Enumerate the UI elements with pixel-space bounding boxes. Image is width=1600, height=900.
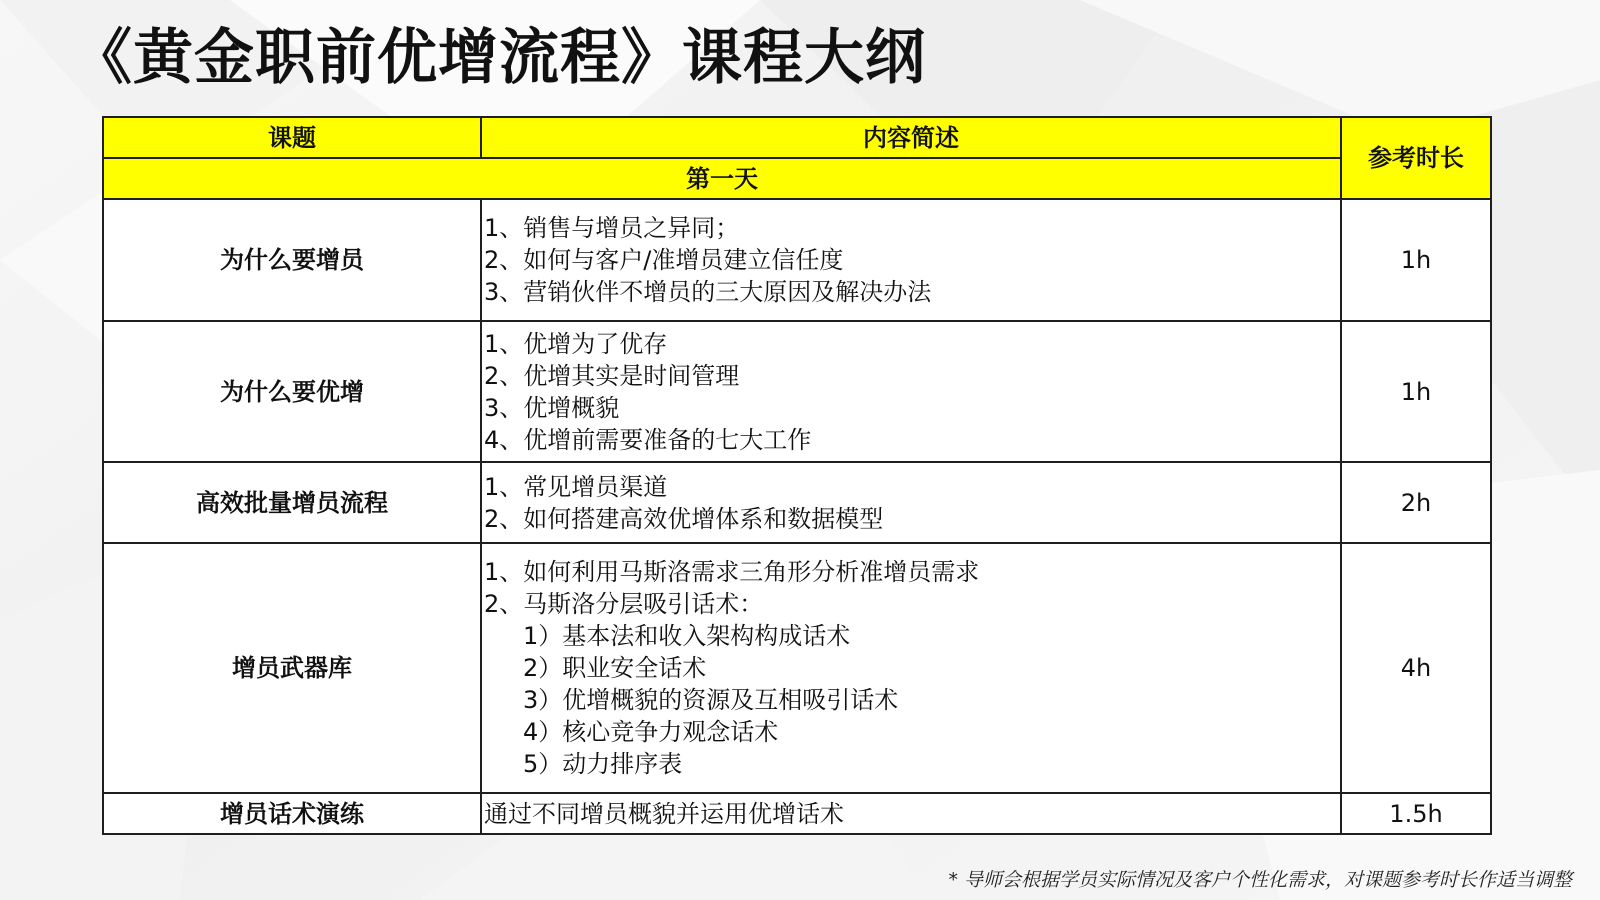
content-list — [484, 328, 1340, 456]
duration-cell: 2h — [1341, 462, 1491, 543]
content-item: 2、如何搭建高效优增体系和数据模型 — [484, 504, 884, 533]
content-item: 2、如何与客户/准增员建立信任度 — [484, 246, 844, 274]
content-list — [484, 556, 1340, 780]
content-item: 1、销售与增员之异同； — [484, 214, 740, 242]
day-row — [103, 158, 1491, 199]
table-row — [103, 543, 1491, 793]
content-item: 2、马斯洛分层吸引话术： — [484, 590, 764, 618]
content-item: 3、营销伙伴不增员的三大原因及解决办法 — [484, 278, 932, 306]
topic-header: 课题 — [103, 117, 481, 158]
table-header-row — [103, 117, 1491, 158]
topic-cell: 为什么要增员 — [103, 199, 481, 321]
topic-cell: 增员武器库 — [103, 543, 481, 793]
content-item: 1、优增为了优存 — [484, 329, 668, 358]
content-item: 1、如何利用马斯洛需求三角形分析准增员需求 — [484, 558, 980, 586]
duration-cell: 4h — [1341, 543, 1491, 793]
content-cell — [481, 462, 1341, 543]
content-cell — [481, 543, 1341, 793]
table-row — [103, 199, 1491, 321]
table-row — [103, 462, 1491, 543]
topic-cell: 为什么要优增 — [103, 321, 481, 462]
course-outline-table — [102, 116, 1492, 835]
footnote: * 导师会根据学员实际情况及客户个性化需求，对课题参考时长作适当调整 — [948, 869, 1572, 891]
duration-header: 参考时长 — [1341, 117, 1491, 199]
duration-cell: 1h — [1341, 321, 1491, 462]
table-row — [103, 793, 1491, 834]
content-subitem: 1）基本法和收入架构构成话术 — [523, 622, 851, 650]
content-item: 3、优增概貌 — [484, 393, 620, 422]
content-item: 通过不同增员概貌并运用优增话术 — [484, 799, 844, 828]
content-subitem: 5）动力排序表 — [523, 750, 683, 778]
content-list — [484, 212, 1340, 308]
content-list — [484, 471, 1340, 535]
content-item: 2、优增其实是时间管理 — [484, 361, 740, 390]
table-row — [103, 321, 1491, 462]
duration-cell: 1h — [1341, 199, 1491, 321]
content-cell — [481, 321, 1341, 462]
content-header: 内容简述 — [481, 117, 1341, 158]
topic-cell: 高效批量增员流程 — [103, 462, 481, 543]
content-item: 1、常见增员渠道 — [484, 472, 668, 501]
course-outline-table-container — [102, 116, 1490, 835]
topic-cell: 增员话术演练 — [103, 793, 481, 834]
duration-cell: 1.5h — [1341, 793, 1491, 834]
content-item: 4、优增前需要准备的七大工作 — [484, 425, 812, 454]
content-subitem: 2）职业安全话术 — [523, 654, 707, 682]
content-subitem: 3）优增概貌的资源及互相吸引话术 — [523, 686, 899, 714]
content-list — [484, 798, 1340, 830]
content-cell — [481, 793, 1341, 834]
day-label: 第一天 — [103, 158, 1341, 199]
page-title: 《黄金职前优增流程》课程大纲 — [72, 23, 926, 93]
content-cell — [481, 199, 1341, 321]
content-subitem: 4）核心竞争力观念话术 — [523, 718, 779, 746]
